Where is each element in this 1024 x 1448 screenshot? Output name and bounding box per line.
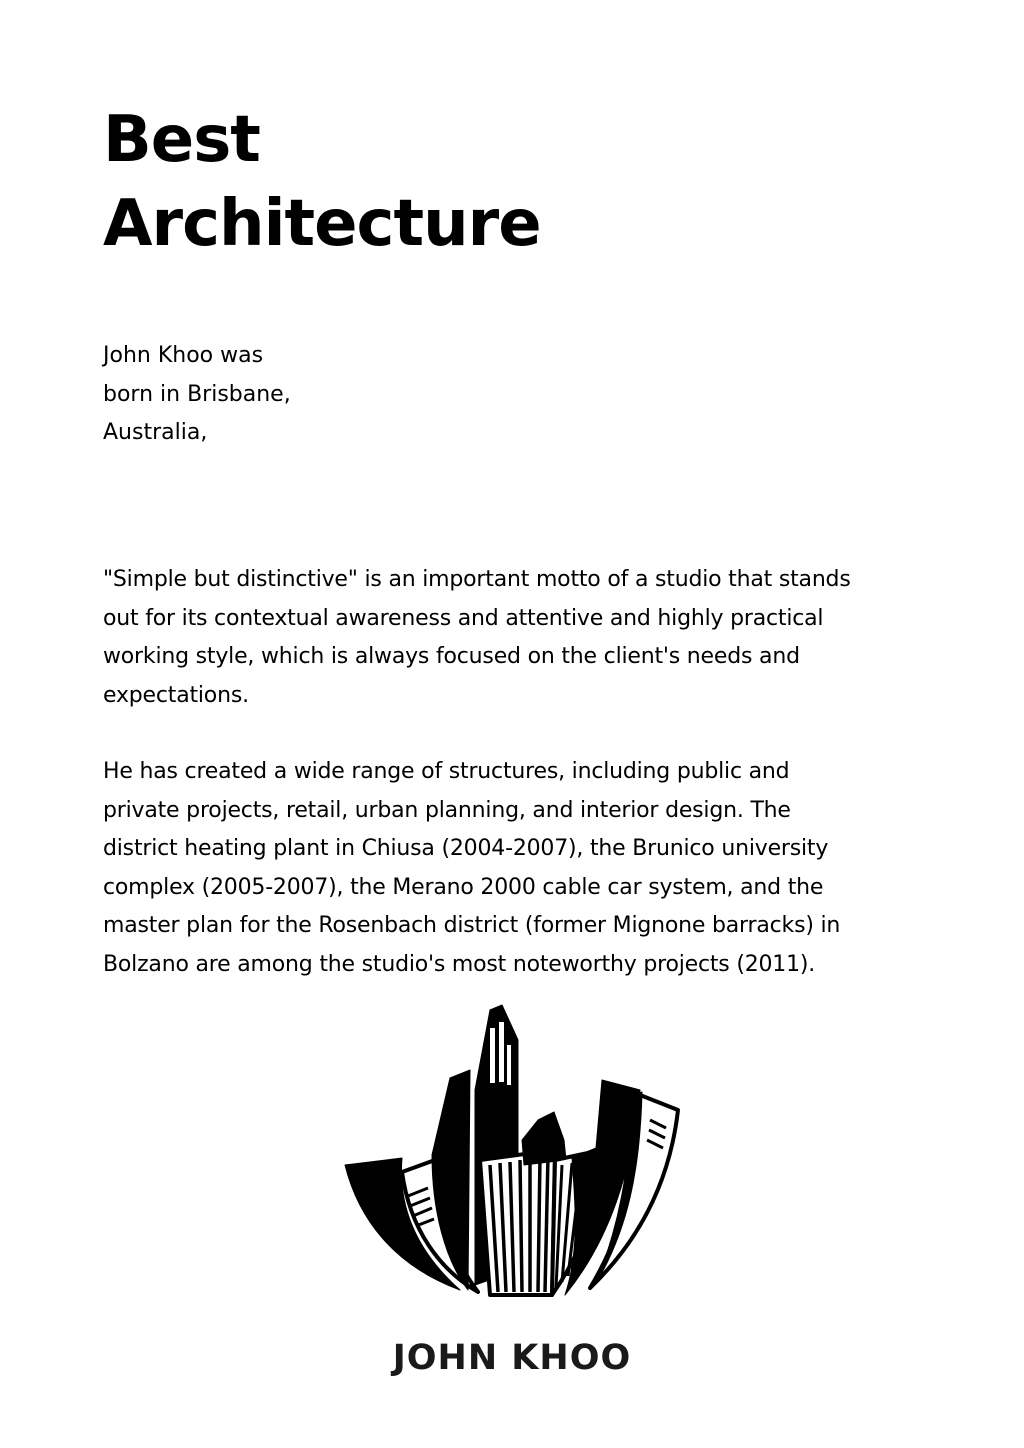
intro-line: John Khoo was xyxy=(103,343,264,368)
brand-name: JOHN KHOO xyxy=(392,1338,632,1378)
paragraph-line: expectations. xyxy=(103,682,249,708)
motto-paragraph xyxy=(103,561,953,715)
projects-paragraph xyxy=(103,753,953,984)
paragraph-line: complex (2005-2007), the Merano 2000 cable car system, and the xyxy=(103,874,824,900)
city-skyline-logo-icon xyxy=(340,1000,685,1300)
intro-text xyxy=(103,337,291,453)
paragraph-line: out for its contextual awareness and attentive and highly practical xyxy=(103,605,824,631)
intro-line: born in Brisbane, xyxy=(103,381,291,407)
title-line: Best xyxy=(103,103,260,177)
intro-line: Australia, xyxy=(103,420,208,445)
paragraph-line: "Simple but distinctive" is an important motto of a studio that stands xyxy=(103,567,851,592)
paragraph-line: district heating plant in Chiusa (2004-2007), the Brunico university xyxy=(103,836,829,861)
paragraph-line: master plan for the Rosenbach district (former Mignone barracks) in xyxy=(103,913,841,938)
title-line: Architecture xyxy=(103,187,541,261)
paragraph-line: working style, which is always focused on the client's needs and xyxy=(103,644,800,669)
paragraph-line: He has created a wide range of structures, including public and xyxy=(103,759,790,784)
page-title xyxy=(103,98,541,266)
paragraph-line: Bolzano are among the studio's most noteworthy projects (2011). xyxy=(103,951,816,977)
paragraph-line: private projects, retail, urban planning, and interior design. The xyxy=(103,797,791,823)
